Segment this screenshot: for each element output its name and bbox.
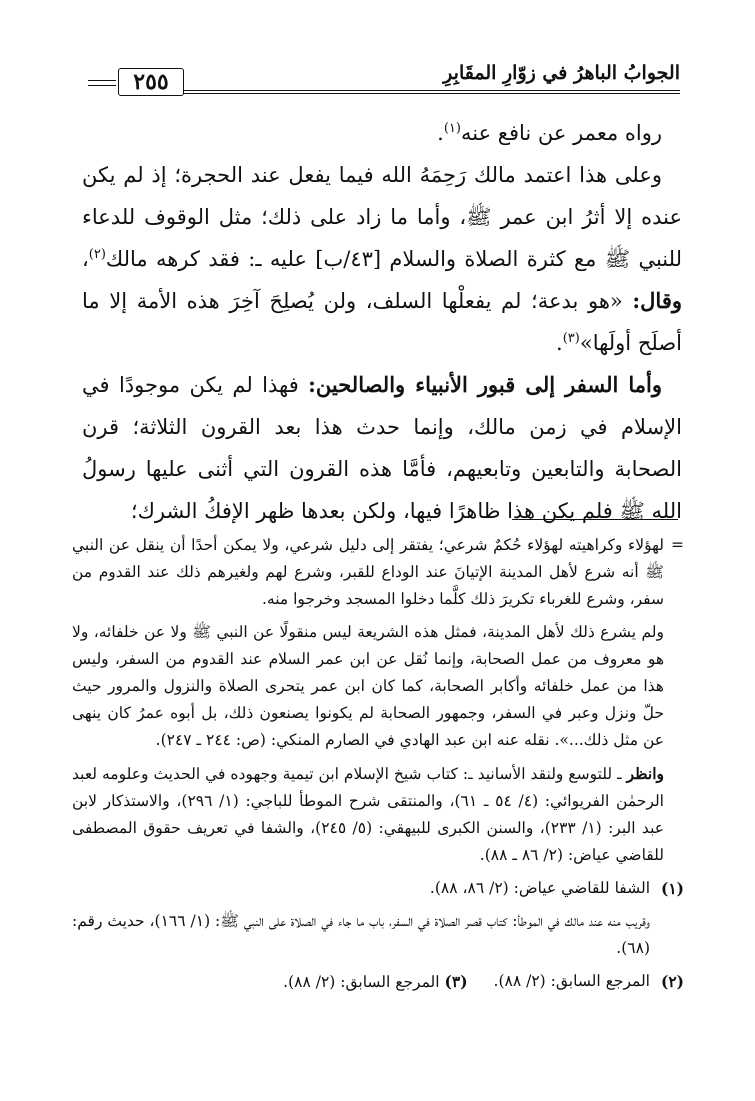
continuation-mark: =	[671, 536, 684, 554]
footnote-number: (٢)	[660, 972, 684, 991]
bold-lead: وأما السفر إلى قبور الأنبياء والصالحين:	[308, 372, 662, 397]
footnote-number: (١)	[660, 879, 684, 898]
footnote-1	[72, 875, 684, 902]
page-header	[80, 58, 680, 98]
footnote-2-3	[72, 968, 684, 996]
bold-lead: وقال:	[632, 288, 682, 313]
main-text	[82, 112, 682, 532]
footnote-continuation	[72, 532, 684, 613]
page-number: ٢٥٥	[118, 68, 184, 96]
footnote-1-detail: وقريب منه عند مالك في الموطأ: كتاب قصر الصلاة في السفر، باب ما جاء في الصلاة على النبي ﷺ: (١/ ١٦٦)، حديث رقم: (٦٨).	[72, 912, 650, 957]
paragraph	[82, 112, 682, 154]
paragraph-text: رواه معمر عن نافع عنه	[460, 121, 662, 145]
running-title: الجوابُ الباهرُ في زوّارِ المقَابِرِ	[443, 62, 680, 84]
punctuation: ،	[82, 247, 89, 271]
footnotes	[72, 532, 684, 996]
paragraph	[82, 364, 682, 532]
footnote-text: المرجع السابق: (٢/ ٨٨).	[283, 973, 440, 991]
bold-lead: وانظر	[626, 764, 664, 783]
footnote-ref: (١)	[443, 121, 461, 136]
footnote-text: الشفا للقاضي عياض: (٢/ ٨٦، ٨٨).	[429, 879, 650, 897]
header-rule	[180, 90, 680, 91]
footnote-text: ـ للتوسع ولنقد الأسانيد ـ: كتاب شيخ الإسلام ابن تيمية وجهوده في الحديث وعلومه لعبد الرحمٰن الفريوائي: (٤/ ٥٤ ـ ٦١)، والمنتقى شرح الموطأ للباجي: (١/ ٢٩٦)، والاستذكار لابن عبد البر: (١/ ٢٣٣)، والسنن الكبرى للبيهقي: (٥/ ٢٤٥)، والشفا في تعريف حقوق المصطفى للقاضي عياض: (٢/ ٨٦ ـ ٨٨).	[72, 765, 664, 864]
quote-text: «هو بدعة؛ لم يفعلْها السلف، ولن يُصلِحَ آخِرَ هذه الأمة إلا ما أصلَح أولَها»	[82, 289, 682, 355]
punctuation: .	[556, 331, 563, 355]
footnote-separator	[512, 519, 678, 520]
footnote-text: لهؤلاء وكراهيته لهؤلاء حُكمٌ شرعي؛ يفتقر إلى دليل شرعي، ولا يمكن أحدًا أن ينقل عن النبي ﷺ أنه شرع لأهل المدينة الإتيانَ عند الوداع للقبر، وشرع لهم ولغيرهم ذلك عند القدوم من سفر، وشرع للغرباء تكريرَ ذلك كلَّما دخلوا المسجد وخرجوا منه.	[72, 536, 664, 608]
footnote-paragraph	[72, 760, 684, 869]
footnote-3	[283, 968, 467, 996]
paragraph-text: فهذا لم يكن موجودًا في الإسلام في زمن مالك، وإنما حدث هذا بعد القرون الثلاثة؛ قرن الصحابة والتابعين وتابعيهم، فأمَّا هذه القرون التي أثنى عليها رسولُ الله ﷺ فلم يكن هذا ظاهرًا فيها، ولكن بعدها ظهر الإفكُ الشرك؛	[82, 373, 682, 523]
footnote-number: (٣)	[444, 972, 468, 991]
footnote-ref: (٣)	[562, 331, 580, 346]
footnote-ref: (٢)	[88, 247, 106, 262]
punctuation: .	[437, 121, 444, 145]
paragraph	[82, 154, 682, 364]
footnote-paragraph: ولم يشرع ذلك لأهل المدينة، فمثل هذه الشريعة ليس منقولًا عن النبي ﷺ ولا عن خلفائه، ولا هو معروف من عمل الصحابة، وإنما نُقل عن ابن عمر السلام عند القدوم من السفر، وليس هذا من عمل خلفائه وأكابر الصحابة، كما كان ابن عمر يتحرى الصلاة والنزول والمرور حيث حلّ ونزل وعبر في السفر، وجمهور الصحابة لم يكونوا يصنعون ذلك، بل أبوه عمرُ كان ينهى عن مثل ذلك...». نقله عنه ابن عبد الهادي في الصارم المنكي: (ص: ٢٤٤ ـ ٢٤٧).	[72, 623, 664, 749]
header-left-bar	[88, 85, 116, 86]
header-left-bar	[88, 80, 116, 81]
header-rule-thin	[180, 93, 680, 94]
footnote-text: المرجع السابق: (٢/ ٨٨).	[493, 972, 650, 990]
paragraph-text: وعلى هذا اعتمد مالك رَحِمَهُ الله فيما يفعل عند الحجرة؛ إذ لم يكن عنده إلا أثرُ ابن عمر ﷺ، وأما ما زاد على ذلك؛ مثل الوقوف للدعاء للنبي ﷺ مع كثرة الصلاة والسلام [٤٣/ب] عليه ـ: فقد كرهه مالك	[82, 163, 682, 271]
